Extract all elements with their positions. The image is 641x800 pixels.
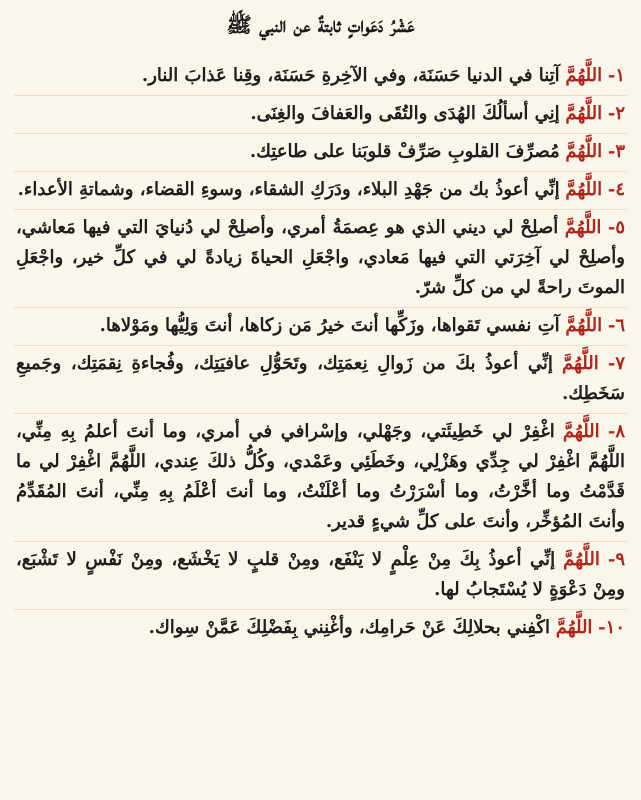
- dua-item-10: [14, 610, 627, 647]
- dua-text: اكْفِني بحلالِكَ عَنْ حَرامِك، وأغْنِني بِفَضْلِكَ عَمَّنْ سِواك.: [148, 617, 550, 638]
- dua-number: ٧-: [607, 353, 625, 374]
- dua-item-6: [14, 308, 627, 346]
- dua-item-8: [14, 414, 627, 542]
- dua-text: مُصرِّفَ القلوبِ صَرِّفْ قلوبَنا على طاعتِك.: [249, 141, 560, 162]
- dua-opening: اللَّهُمَّ: [563, 549, 600, 570]
- dua-opening: اللَّهُمَّ: [555, 617, 593, 638]
- dua-text: إنِي أسألُكَ الهُدَى والتُقَى والعَفافَ والغِنَى.: [250, 103, 560, 124]
- dua-opening: اللَّهُمَّ: [565, 315, 603, 336]
- dua-number: ٤-: [607, 179, 625, 200]
- dua-item-1: [14, 58, 627, 96]
- dua-text: أصلِحْ لي ديني الذي هو عِصمَةُ أمري، وأصلِحْ لي دُنيايَ التي فيها مَعاشي، وأصلِحْ لي آخِرَتي التي فيها مَعادي، واجْعَلِ الحياةَ زيادةً لي في كلِّ خير، واجْعَلِ الموتَ راحةً لي من كلِّ شرّ.: [16, 217, 625, 298]
- dua-number: ٢-: [607, 103, 625, 124]
- page-title: عَشْرُ دَعَواتٍ ثابتةٌ عن النبي ﷺ: [226, 12, 415, 37]
- dua-item-5: [14, 210, 627, 308]
- dua-text: آتِ نفسي تَقواها، وزَكِّها أنتَ خيرُ مَن زكاها، أنتَ وَلِيُّها ومَوْلاها.: [99, 315, 560, 336]
- dua-item-9: [14, 542, 627, 610]
- dua-list: [14, 58, 627, 647]
- dua-item-7: [14, 346, 627, 414]
- dua-number: ٩-: [607, 549, 625, 570]
- dua-opening: اللَّهُمَّ: [565, 141, 603, 162]
- dua-opening: اللَّهُمَّ: [562, 421, 600, 442]
- dua-opening: اللَّهُمَّ: [564, 217, 602, 238]
- dua-opening: اللَّهُمَّ: [565, 103, 603, 124]
- dua-item-3: [14, 134, 627, 172]
- dua-item-2: [14, 96, 627, 134]
- dua-text: إنِّي أعوذُ بكَ من زَوالِ نِعمَتِك، وتَحَوُّلِ عافيَتِك، وفُجاءةِ نِقمَتِك، وجَميعِ سَخَطِك.: [16, 353, 625, 404]
- dua-number: ١٠-: [598, 617, 625, 638]
- dua-opening: اللَّهُمَّ: [565, 65, 603, 86]
- dua-text: اغْفِرْ لي خَطِيئَتي، وجَهْلي، وإسْرافي في أمري، وما أنتَ أعلمُ بِهِ مِنِّي، اللَّهُمَّ اغْفِرْ لي جِدِّي وهَزْلِي، وخَطَئِي وعَمْدي، وكُلُّ ذلكَ عِندي، اللَّهُمَّ اغْفِرْ لي ما قَدَّمْتُ وما أخَّرْتُ، وما أسْرَرْتُ وما أعْلَنْتُ، وما أنتَ أعْلَمُ بِهِ مِنِّي، أنتَ المُقَدِّمُ وأنتَ المُؤخِّر، وأنتَ على كلِّ شيءٍ قدير.: [16, 421, 625, 532]
- dua-number: ٥-: [607, 217, 625, 238]
- dua-number: ٦-: [607, 315, 625, 336]
- dua-text: إنِّي أعوذُ بِكَ مِنْ عِلْمٍ لا يَنْفَع، ومِنْ قلبٍ لا يَخْشَع، ومِنْ نَفْسٍ لا تَشْبَع، ومِنْ دَعْوَةٍ لا يُسْتَجابُ لها.: [16, 549, 625, 600]
- dua-opening: اللَّهُمَّ: [565, 179, 603, 200]
- dua-number: ٨-: [607, 421, 625, 442]
- dua-item-4: [14, 172, 627, 210]
- dua-text: إنِّي أعوذُ بك من جَهْدِ البلاء، ودَرَكِ الشقاء، وسوءِ القضاء، وشماتةِ الأعداء.: [17, 179, 560, 200]
- dua-number: ١-: [607, 65, 625, 86]
- dua-opening: اللَّهُمَّ: [561, 353, 599, 374]
- dua-text: آتِنا في الدنيا حَسَنَة، وفي الآخِرةِ حَسَنَة، وقِنا عَذابَ النار.: [141, 65, 560, 86]
- dua-number: ٣-: [607, 141, 625, 162]
